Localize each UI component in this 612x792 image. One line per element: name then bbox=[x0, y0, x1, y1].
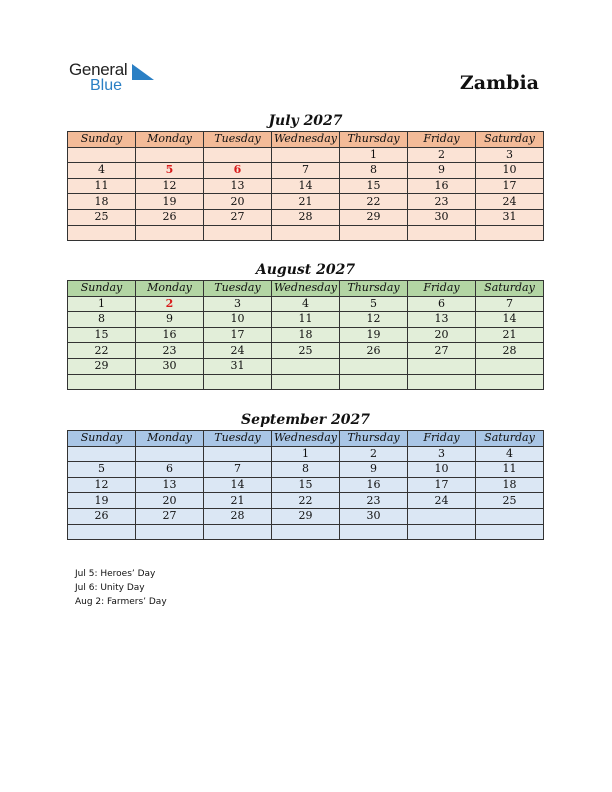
holiday-notes bbox=[75, 567, 167, 609]
week-row bbox=[68, 327, 544, 343]
day-cell: 2 bbox=[340, 446, 408, 462]
day-cell: 28 bbox=[272, 209, 340, 225]
day-cell bbox=[136, 374, 204, 390]
month-title: July 2027 bbox=[268, 113, 343, 129]
month-september bbox=[67, 410, 544, 540]
day-cell bbox=[408, 508, 476, 524]
day-cell: 4 bbox=[272, 296, 340, 312]
week-row bbox=[68, 178, 544, 194]
day-cell bbox=[272, 374, 340, 390]
day-cell bbox=[340, 358, 408, 374]
day-cell: 20 bbox=[136, 493, 204, 509]
general-blue-logo bbox=[69, 60, 169, 96]
day-cell bbox=[272, 358, 340, 374]
day-cell: 20 bbox=[408, 327, 476, 343]
day-cell bbox=[68, 147, 136, 163]
calendar-table bbox=[67, 430, 544, 540]
week-row bbox=[68, 524, 544, 540]
weekday-header: Thursday bbox=[340, 431, 408, 447]
day-cell: 15 bbox=[68, 327, 136, 343]
day-cell: 27 bbox=[204, 209, 272, 225]
day-cell: 10 bbox=[204, 312, 272, 328]
day-cell: 10 bbox=[476, 163, 544, 179]
day-cell: 12 bbox=[68, 477, 136, 493]
weekday-header-row bbox=[68, 132, 544, 148]
day-cell: 18 bbox=[272, 327, 340, 343]
day-cell bbox=[204, 147, 272, 163]
day-cell: 1 bbox=[68, 296, 136, 312]
day-cell: 9 bbox=[408, 163, 476, 179]
day-cell: 26 bbox=[68, 508, 136, 524]
day-cell: 15 bbox=[340, 178, 408, 194]
day-cell: 23 bbox=[340, 493, 408, 509]
day-cell: 6 bbox=[204, 163, 272, 179]
day-cell bbox=[204, 446, 272, 462]
day-cell bbox=[204, 374, 272, 390]
day-cell: 29 bbox=[340, 209, 408, 225]
day-cell: 25 bbox=[476, 493, 544, 509]
weekday-header: Monday bbox=[136, 132, 204, 148]
week-row bbox=[68, 296, 544, 312]
day-cell bbox=[408, 225, 476, 241]
day-cell: 27 bbox=[408, 343, 476, 359]
day-cell: 22 bbox=[272, 493, 340, 509]
holiday-note: Aug 2: Farmers’ Day bbox=[75, 597, 167, 607]
month-title: August 2027 bbox=[255, 262, 356, 278]
weekday-header: Sunday bbox=[68, 281, 136, 297]
week-row bbox=[68, 446, 544, 462]
day-cell: 17 bbox=[476, 178, 544, 194]
day-cell: 8 bbox=[68, 312, 136, 328]
day-cell: 18 bbox=[68, 194, 136, 210]
month-july bbox=[67, 111, 544, 241]
day-cell: 2 bbox=[408, 147, 476, 163]
weekday-header: Friday bbox=[408, 431, 476, 447]
day-cell: 17 bbox=[408, 477, 476, 493]
weekday-header: Sunday bbox=[68, 132, 136, 148]
day-cell: 5 bbox=[68, 462, 136, 478]
day-cell: 5 bbox=[340, 296, 408, 312]
logo-word-blue: Blue bbox=[90, 77, 123, 94]
week-row bbox=[68, 358, 544, 374]
weekday-header: Monday bbox=[136, 281, 204, 297]
day-cell: 17 bbox=[204, 327, 272, 343]
week-row bbox=[68, 374, 544, 390]
day-cell bbox=[68, 374, 136, 390]
day-cell bbox=[408, 358, 476, 374]
calendar-table bbox=[67, 280, 544, 390]
day-cell: 14 bbox=[476, 312, 544, 328]
holiday-note: Jul 5: Heroes’ Day bbox=[75, 569, 156, 579]
day-cell: 6 bbox=[136, 462, 204, 478]
day-cell: 23 bbox=[408, 194, 476, 210]
day-cell: 3 bbox=[204, 296, 272, 312]
weekday-header: Monday bbox=[136, 431, 204, 447]
day-cell bbox=[476, 358, 544, 374]
weekday-header: Saturday bbox=[476, 281, 544, 297]
day-cell: 25 bbox=[272, 343, 340, 359]
weekday-header-row bbox=[68, 431, 544, 447]
week-row bbox=[68, 343, 544, 359]
day-cell: 11 bbox=[476, 462, 544, 478]
week-row bbox=[68, 194, 544, 210]
day-cell: 4 bbox=[476, 446, 544, 462]
day-cell: 31 bbox=[476, 209, 544, 225]
weekday-header: Tuesday bbox=[204, 431, 272, 447]
day-cell: 12 bbox=[340, 312, 408, 328]
day-cell: 31 bbox=[204, 358, 272, 374]
day-cell: 19 bbox=[340, 327, 408, 343]
week-row bbox=[68, 209, 544, 225]
day-cell bbox=[204, 225, 272, 241]
day-cell: 4 bbox=[68, 163, 136, 179]
day-cell bbox=[272, 147, 340, 163]
day-cell: 21 bbox=[272, 194, 340, 210]
day-cell: 10 bbox=[408, 462, 476, 478]
day-cell: 28 bbox=[204, 508, 272, 524]
day-cell: 6 bbox=[408, 296, 476, 312]
day-cell: 3 bbox=[476, 147, 544, 163]
weekday-header: Wednesday bbox=[272, 281, 340, 297]
day-cell: 9 bbox=[136, 312, 204, 328]
day-cell: 30 bbox=[340, 508, 408, 524]
day-cell: 16 bbox=[136, 327, 204, 343]
day-cell bbox=[272, 225, 340, 241]
calendar-table bbox=[67, 131, 544, 241]
day-cell bbox=[204, 524, 272, 540]
day-cell bbox=[340, 225, 408, 241]
day-cell: 2 bbox=[136, 296, 204, 312]
weekday-header: Thursday bbox=[340, 281, 408, 297]
day-cell bbox=[476, 524, 544, 540]
day-cell bbox=[340, 374, 408, 390]
day-cell: 16 bbox=[408, 178, 476, 194]
logo-word-general: General bbox=[69, 60, 128, 79]
week-row bbox=[68, 477, 544, 493]
day-cell bbox=[408, 374, 476, 390]
day-cell: 24 bbox=[204, 343, 272, 359]
day-cell: 21 bbox=[476, 327, 544, 343]
day-cell: 8 bbox=[272, 462, 340, 478]
day-cell: 16 bbox=[340, 477, 408, 493]
day-cell: 30 bbox=[136, 358, 204, 374]
day-cell: 11 bbox=[68, 178, 136, 194]
day-cell bbox=[136, 524, 204, 540]
holiday-note: Jul 6: Unity Day bbox=[75, 583, 145, 593]
week-row bbox=[68, 163, 544, 179]
day-cell: 18 bbox=[476, 477, 544, 493]
day-cell: 30 bbox=[408, 209, 476, 225]
day-cell: 12 bbox=[136, 178, 204, 194]
day-cell: 13 bbox=[408, 312, 476, 328]
day-cell: 29 bbox=[68, 358, 136, 374]
day-cell: 19 bbox=[136, 194, 204, 210]
day-cell: 13 bbox=[204, 178, 272, 194]
weekday-header: Saturday bbox=[476, 431, 544, 447]
day-cell bbox=[68, 524, 136, 540]
day-cell: 15 bbox=[272, 477, 340, 493]
day-cell: 23 bbox=[136, 343, 204, 359]
day-cell: 21 bbox=[204, 493, 272, 509]
day-cell: 29 bbox=[272, 508, 340, 524]
weekday-header: Saturday bbox=[476, 132, 544, 148]
day-cell: 5 bbox=[136, 163, 204, 179]
weekday-header: Wednesday bbox=[272, 431, 340, 447]
day-cell bbox=[272, 524, 340, 540]
day-cell bbox=[136, 225, 204, 241]
logo-triangle-icon bbox=[132, 64, 154, 80]
day-cell bbox=[408, 524, 476, 540]
day-cell: 24 bbox=[476, 194, 544, 210]
week-row bbox=[68, 312, 544, 328]
weekday-header-row bbox=[68, 281, 544, 297]
day-cell: 22 bbox=[68, 343, 136, 359]
day-cell: 7 bbox=[204, 462, 272, 478]
month-august bbox=[67, 260, 544, 390]
day-cell: 19 bbox=[68, 493, 136, 509]
day-cell bbox=[476, 225, 544, 241]
week-row bbox=[68, 493, 544, 509]
weekday-header: Wednesday bbox=[272, 132, 340, 148]
week-row bbox=[68, 462, 544, 478]
day-cell: 28 bbox=[476, 343, 544, 359]
day-cell: 3 bbox=[408, 446, 476, 462]
day-cell: 11 bbox=[272, 312, 340, 328]
weekday-header: Friday bbox=[408, 281, 476, 297]
day-cell: 20 bbox=[204, 194, 272, 210]
day-cell bbox=[68, 446, 136, 462]
day-cell bbox=[476, 374, 544, 390]
weekday-header: Tuesday bbox=[204, 132, 272, 148]
day-cell: 26 bbox=[340, 343, 408, 359]
month-title: September 2027 bbox=[241, 412, 370, 428]
week-row bbox=[68, 508, 544, 524]
day-cell bbox=[68, 225, 136, 241]
day-cell: 13 bbox=[136, 477, 204, 493]
day-cell: 27 bbox=[136, 508, 204, 524]
day-cell bbox=[136, 446, 204, 462]
day-cell bbox=[476, 508, 544, 524]
weekday-header: Tuesday bbox=[204, 281, 272, 297]
day-cell: 22 bbox=[340, 194, 408, 210]
day-cell: 9 bbox=[340, 462, 408, 478]
day-cell: 7 bbox=[272, 163, 340, 179]
day-cell: 1 bbox=[340, 147, 408, 163]
day-cell: 26 bbox=[136, 209, 204, 225]
day-cell: 14 bbox=[204, 477, 272, 493]
day-cell: 7 bbox=[476, 296, 544, 312]
week-row bbox=[68, 147, 544, 163]
week-row bbox=[68, 225, 544, 241]
day-cell: 24 bbox=[408, 493, 476, 509]
day-cell: 8 bbox=[340, 163, 408, 179]
day-cell bbox=[340, 524, 408, 540]
day-cell: 14 bbox=[272, 178, 340, 194]
day-cell: 1 bbox=[272, 446, 340, 462]
weekday-header: Sunday bbox=[68, 431, 136, 447]
country-title: Zambia bbox=[459, 72, 539, 94]
weekday-header: Friday bbox=[408, 132, 476, 148]
day-cell bbox=[136, 147, 204, 163]
weekday-header: Thursday bbox=[340, 132, 408, 148]
day-cell: 25 bbox=[68, 209, 136, 225]
